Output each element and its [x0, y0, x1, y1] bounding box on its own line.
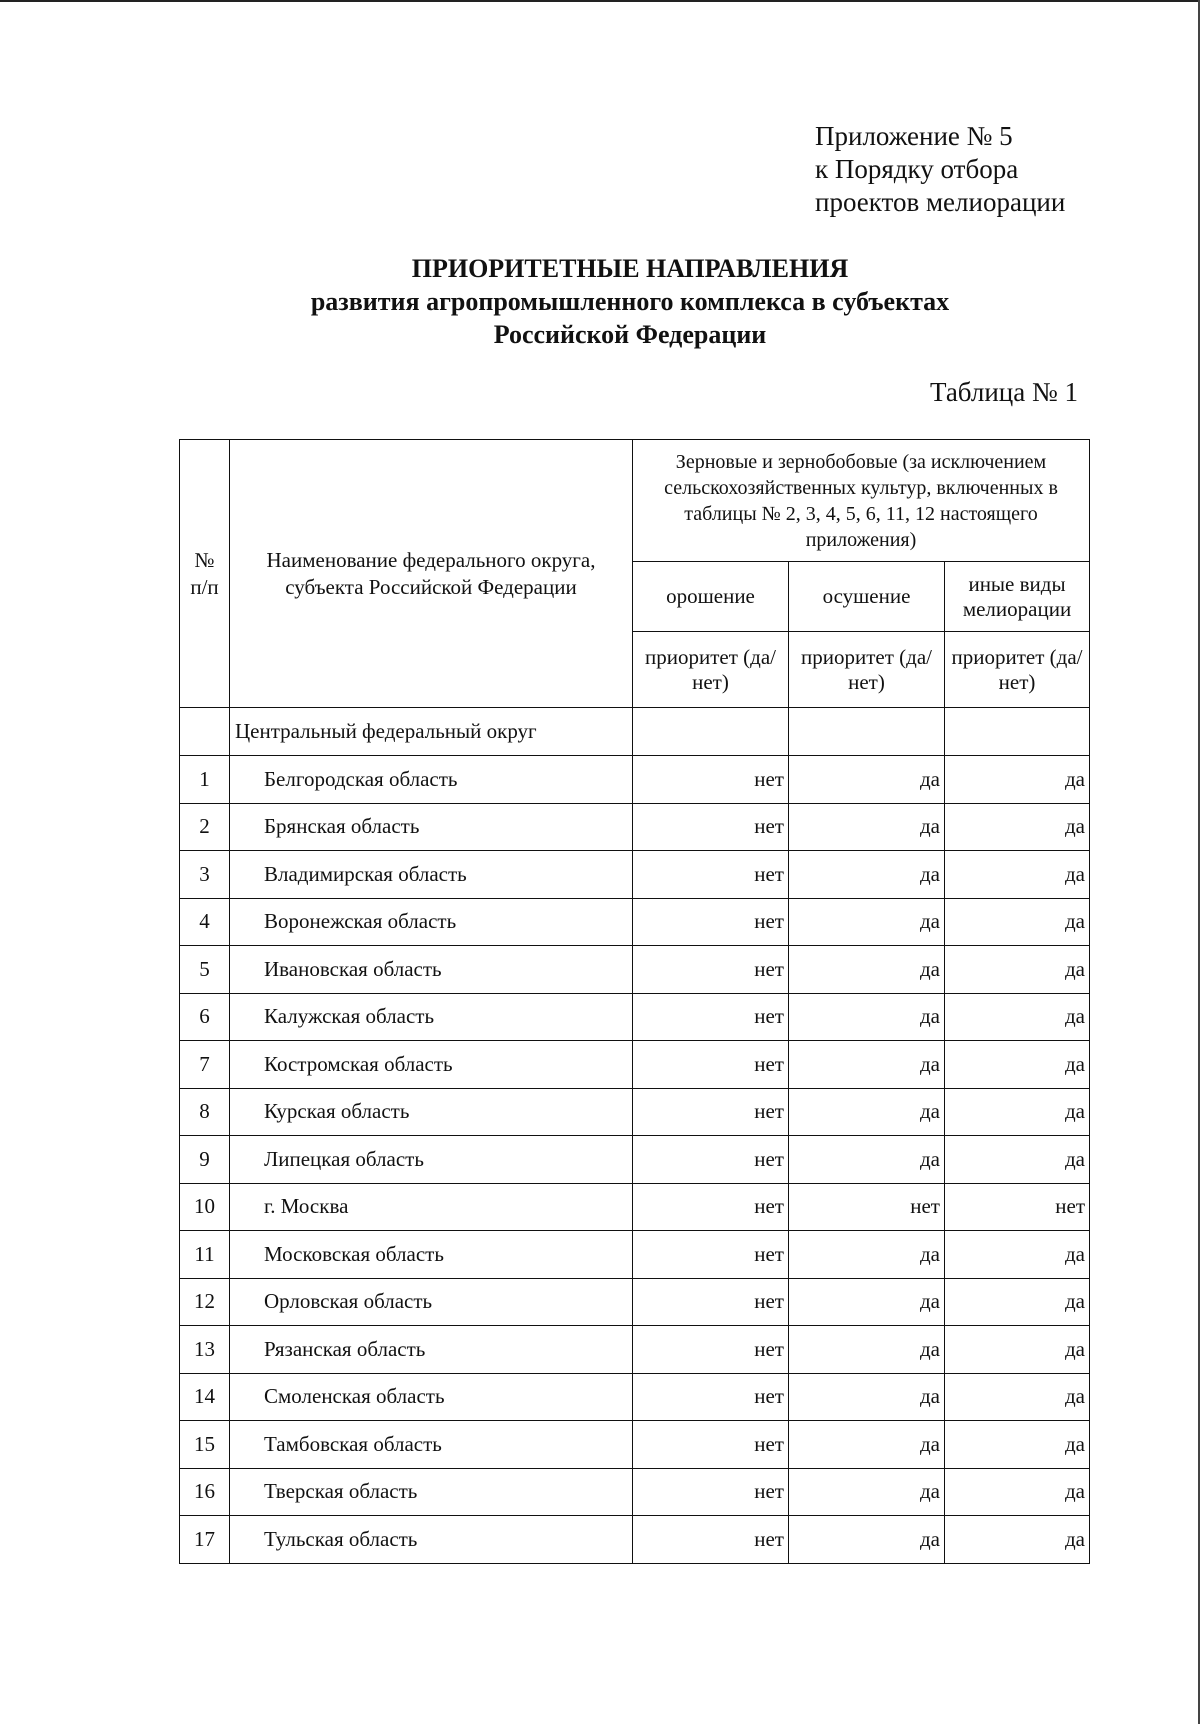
row-number: 2: [180, 803, 230, 851]
other-priority: да: [945, 1516, 1090, 1564]
region-name: Ивановская область: [230, 946, 633, 994]
other-priority: да: [945, 1231, 1090, 1279]
district-name: Центральный федеральный округ: [230, 708, 633, 756]
other-priority: да: [945, 1278, 1090, 1326]
row-number: 17: [180, 1516, 230, 1564]
region-name: Тамбовская область: [230, 1421, 633, 1469]
irrigation-priority: нет: [633, 1468, 789, 1516]
irrigation-priority: нет: [633, 993, 789, 1041]
irrigation-priority: нет: [633, 1041, 789, 1089]
drainage-priority: да: [789, 1088, 945, 1136]
appendix-line-3: проектов мелиорации: [815, 187, 1066, 217]
other-priority: да: [945, 756, 1090, 804]
region-name: Костромская область: [230, 1041, 633, 1089]
other-priority: да: [945, 1136, 1090, 1184]
other-priority: да: [945, 1088, 1090, 1136]
table-label: Таблица № 1: [930, 377, 1078, 407]
irrigation-priority: нет: [633, 851, 789, 899]
row-number: 4: [180, 898, 230, 946]
other-priority: да: [945, 1326, 1090, 1374]
drainage-priority: да: [789, 756, 945, 804]
region-name: Курская область: [230, 1088, 633, 1136]
table-row: [180, 1088, 1090, 1136]
page-edge-top: [0, 0, 1200, 2]
header-drainage: осушение: [789, 562, 945, 632]
drainage-priority: да: [789, 1231, 945, 1279]
table-row: [180, 756, 1090, 804]
irrigation-priority: нет: [633, 803, 789, 851]
drainage-priority: да: [789, 1421, 945, 1469]
drainage-priority: да: [789, 1373, 945, 1421]
table-body: [180, 708, 1090, 1564]
row-number: 14: [180, 1373, 230, 1421]
irrigation-priority: нет: [633, 1088, 789, 1136]
appendix-line-1: Приложение № 5: [815, 121, 1013, 151]
title-line-1: ПРИОРИТЕТНЫЕ НАПРАВЛЕНИЯ: [411, 254, 849, 283]
region-name: Владимирская область: [230, 851, 633, 899]
header-region-name: Наименование федерального округа, субъекта Российской Федерации: [230, 440, 633, 708]
other-priority: да: [945, 851, 1090, 899]
region-name: Калужская область: [230, 993, 633, 1041]
district-empty-cell: [633, 708, 789, 756]
other-priority: да: [945, 946, 1090, 994]
row-number: 15: [180, 1421, 230, 1469]
row-number: 6: [180, 993, 230, 1041]
table-row: [180, 1373, 1090, 1421]
row-number: 12: [180, 1278, 230, 1326]
row-number: 13: [180, 1326, 230, 1374]
row-number: 10: [180, 1183, 230, 1231]
table-row: [180, 1041, 1090, 1089]
district-row: [180, 708, 1090, 756]
drainage-priority: да: [789, 1041, 945, 1089]
document-title: [160, 252, 1100, 351]
row-number: 5: [180, 946, 230, 994]
drainage-priority: да: [789, 1468, 945, 1516]
district-empty-cell: [945, 708, 1090, 756]
region-name: Тверская область: [230, 1468, 633, 1516]
irrigation-priority: нет: [633, 946, 789, 994]
other-priority: да: [945, 993, 1090, 1041]
region-name: Рязанская область: [230, 1326, 633, 1374]
irrigation-priority: нет: [633, 1421, 789, 1469]
drainage-priority: да: [789, 993, 945, 1041]
region-name: Брянская область: [230, 803, 633, 851]
other-priority: да: [945, 803, 1090, 851]
header-crop-group: Зерновые и зернобобовые (за исключением сельскохозяйственных культур, включенных в таблицы № 2, 3, 4, 5, 6, 11, 12 настоящего приложения): [633, 440, 1090, 562]
district-num-cell: [180, 708, 230, 756]
irrigation-priority: нет: [633, 1516, 789, 1564]
title-line-3: Российской Федерации: [493, 320, 767, 349]
irrigation-priority: нет: [633, 1373, 789, 1421]
region-name: г. Москва: [230, 1183, 633, 1231]
table-row: [180, 1231, 1090, 1279]
appendix-line-2: к Порядку отбора: [815, 154, 1019, 184]
row-number: 9: [180, 1136, 230, 1184]
region-name: Тульская область: [230, 1516, 633, 1564]
drainage-priority: да: [789, 851, 945, 899]
region-name: Смоленская область: [230, 1373, 633, 1421]
other-priority: нет: [945, 1183, 1090, 1231]
header-priority-other: приоритет (да/нет): [945, 632, 1090, 708]
table-row: [180, 993, 1090, 1041]
header-number: № п/п: [180, 440, 230, 708]
row-number: 3: [180, 851, 230, 899]
drainage-priority: да: [789, 946, 945, 994]
row-number: 7: [180, 1041, 230, 1089]
table-row: [180, 1326, 1090, 1374]
irrigation-priority: нет: [633, 1231, 789, 1279]
row-number: 11: [180, 1231, 230, 1279]
other-priority: да: [945, 1373, 1090, 1421]
district-empty-cell: [789, 708, 945, 756]
header-priority-irrigation: приоритет (да/нет): [633, 632, 789, 708]
header-priority-drainage: приоритет (да/нет): [789, 632, 945, 708]
priority-table: [179, 439, 1090, 1564]
table-row: [180, 1136, 1090, 1184]
drainage-priority: да: [789, 1326, 945, 1374]
region-name: Орловская область: [230, 1278, 633, 1326]
title-line-2: развития агропромышленного комплекса в субъектах: [310, 287, 950, 316]
header-irrigation: орошение: [633, 562, 789, 632]
table-row: [180, 803, 1090, 851]
table-row: [180, 898, 1090, 946]
drainage-priority: да: [789, 1136, 945, 1184]
region-name: Воронежская область: [230, 898, 633, 946]
region-name: Московская область: [230, 1231, 633, 1279]
other-priority: да: [945, 1468, 1090, 1516]
irrigation-priority: нет: [633, 1326, 789, 1374]
region-name: Липецкая область: [230, 1136, 633, 1184]
drainage-priority: да: [789, 898, 945, 946]
table-row: [180, 1421, 1090, 1469]
table-row: [180, 946, 1090, 994]
table-row: [180, 1278, 1090, 1326]
row-number: 1: [180, 756, 230, 804]
table-row: [180, 1516, 1090, 1564]
appendix-note: [815, 120, 1065, 219]
drainage-priority: да: [789, 1278, 945, 1326]
other-priority: да: [945, 1421, 1090, 1469]
other-priority: да: [945, 898, 1090, 946]
table-row: [180, 1468, 1090, 1516]
region-name: Белгородская область: [230, 756, 633, 804]
drainage-priority: да: [789, 803, 945, 851]
other-priority: да: [945, 1041, 1090, 1089]
header-other-melioration: иные виды мелиорации: [945, 562, 1090, 632]
irrigation-priority: нет: [633, 756, 789, 804]
drainage-priority: нет: [789, 1183, 945, 1231]
irrigation-priority: нет: [633, 1136, 789, 1184]
table-row: [180, 851, 1090, 899]
irrigation-priority: нет: [633, 1183, 789, 1231]
table-row: [180, 1183, 1090, 1231]
drainage-priority: да: [789, 1516, 945, 1564]
irrigation-priority: нет: [633, 898, 789, 946]
row-number: 8: [180, 1088, 230, 1136]
irrigation-priority: нет: [633, 1278, 789, 1326]
row-number: 16: [180, 1468, 230, 1516]
